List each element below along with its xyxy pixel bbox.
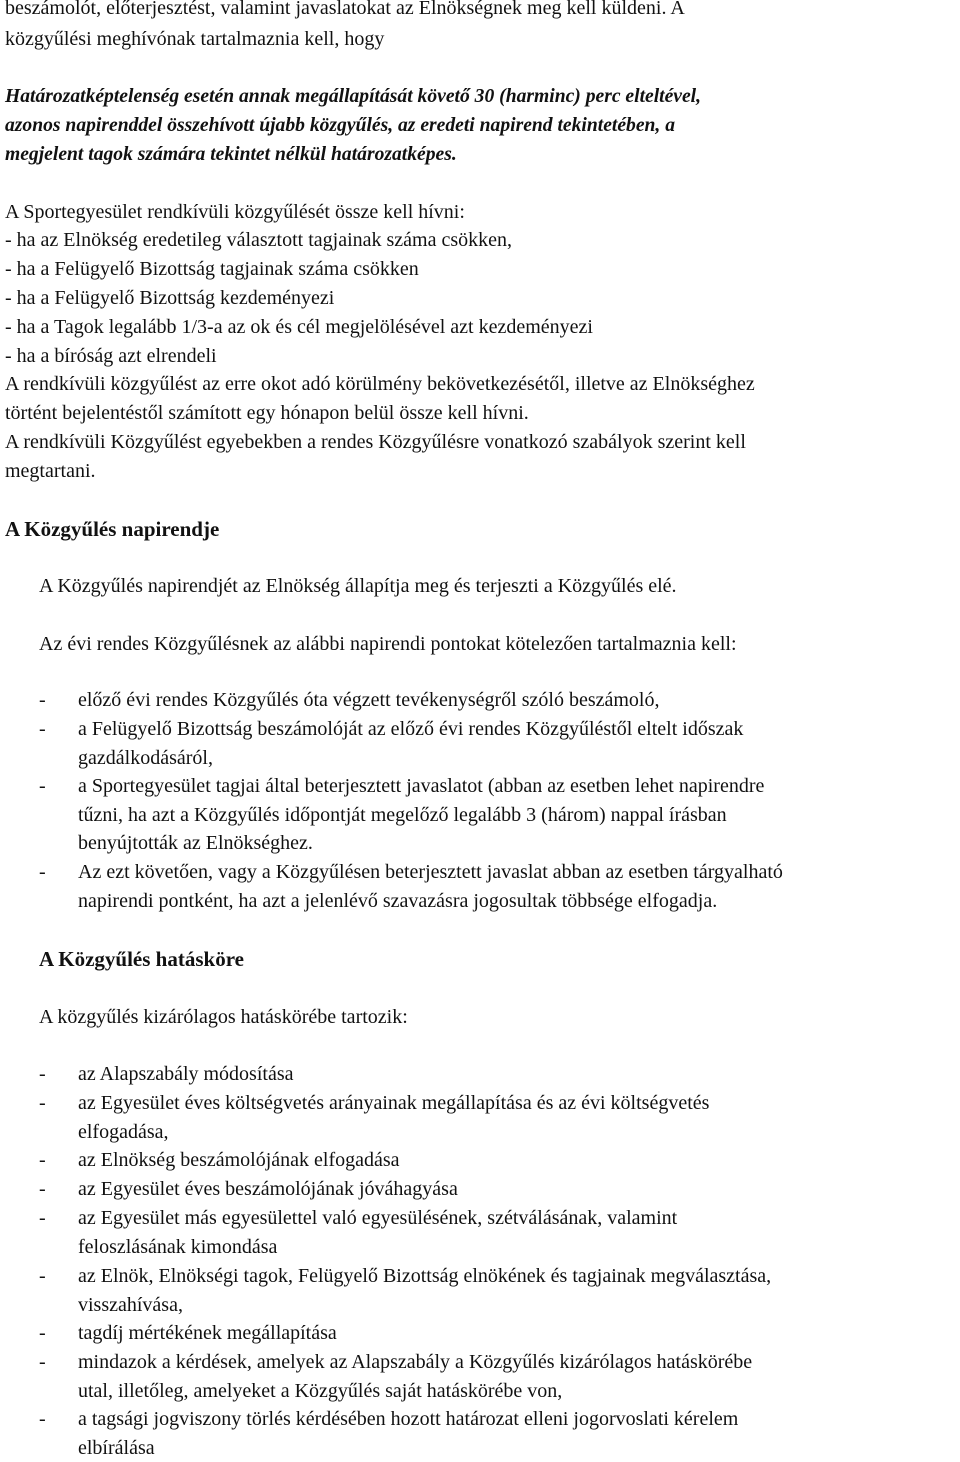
- extraordinary-line: - ha a Felügyelő Bizottság tagjainak száma csökken: [5, 258, 419, 280]
- list-dash: -: [39, 1322, 46, 1344]
- agenda-paragraph-2: Az évi rendes Közgyűlésnek az alábbi napirendi pontokat kötelezően tartalmaznia kell:: [39, 633, 737, 655]
- extraordinary-line: A Sportegyesület rendkívüli közgyűlését össze kell hívni:: [5, 201, 465, 223]
- list-dash: -: [39, 1149, 46, 1171]
- powers-list-item: - tagdíj mértékének megállapítása: [39, 1319, 959, 1348]
- extraordinary-line: - ha a Tagok legalább 1/3-a az ok és cél megjelölésével azt kezdeményezi: [5, 316, 593, 338]
- list-dash: -: [39, 689, 46, 711]
- quorum-line-1: Határozatképtelenség esetén annak megállapítását követő 30 (harminc) perc elteltével,: [5, 86, 702, 107]
- powers-paragraph: A közgyűlés kizárólagos hatáskörébe tartozik:: [39, 1006, 408, 1028]
- powers-list-item: - az Elnökség beszámolójának elfogadása: [39, 1146, 959, 1175]
- list-dash: -: [39, 1092, 46, 1114]
- agenda-heading: A Közgyűlés napirendje: [5, 517, 220, 541]
- powers-list-item: - az Egyesület más egyesülettel való egyesülésének, szétválásának, valamint feloszlásának kimondása: [39, 1204, 959, 1261]
- list-dash: -: [39, 1265, 46, 1287]
- powers-list-item: - az Egyesület éves beszámolójának jóváhagyása: [39, 1175, 959, 1204]
- agenda-paragraph-1: A Közgyűlés napirendjét az Elnökség állapítja meg és terjeszti a Közgyűlés elé.: [39, 575, 677, 597]
- powers-list-item: - mindazok a kérdések, amelyek az Alapszabály a Közgyűlés kizárólagos hatáskörébe utal, illetőleg, amelyeket a Közgyűlés saját hatáskörébe von,: [39, 1348, 959, 1405]
- powers-list-item: - az Egyesület éves költségvetés arányainak megállapítása és az évi költségvetés elfogadása,: [39, 1089, 959, 1146]
- intro-line-1: beszámolót, előterjesztést, valamint javaslatokat az Elnökségnek meg kell küldeni. A: [5, 0, 685, 19]
- extraordinary-line: - ha a bíróság azt elrendeli: [5, 345, 217, 367]
- extraordinary-line: - ha az Elnökség eredetileg választott tagjainak száma csökken,: [5, 229, 513, 251]
- agenda-list-item: - Az ezt követően, vagy a Közgyűlésen beterjesztett javaslat abban az esetben tárgyalható napirendi pontként, ha azt a jelenlévő szavazásra jogosultak többsége elfogadja.: [39, 858, 959, 915]
- intro-line-2: közgyűlési meghívónak tartalmaznia kell, hogy: [5, 28, 385, 50]
- agenda-list-item: - előző évi rendes Közgyűlés óta végzett tevékenységről szóló beszámoló,: [39, 686, 959, 715]
- list-dash: -: [39, 1207, 46, 1229]
- list-dash: -: [39, 718, 46, 740]
- extraordinary-line: A rendkívüli Közgyűlést egyebekben a rendes Közgyűlésre vonatkozó szabályok szerint kell: [5, 431, 746, 453]
- extraordinary-line: megtartani.: [5, 460, 96, 482]
- extraordinary-line: történt bejelentéstől számított egy hónapon belül össze kell hívni.: [5, 402, 529, 424]
- powers-list-item: - a tagsági jogviszony törlés kérdésében hozott határozat elleni jogorvoslati kérelem elbírálása: [39, 1405, 959, 1462]
- powers-heading: A Közgyűlés hatásköre: [39, 947, 244, 971]
- list-dash: -: [39, 775, 46, 797]
- list-dash: -: [39, 861, 46, 883]
- list-dash: -: [39, 1351, 46, 1373]
- extraordinary-line: - ha a Felügyelő Bizottság kezdeményezi: [5, 287, 335, 309]
- quorum-line-3: megjelent tagok számára tekintet nélkül határozatképes.: [5, 144, 457, 165]
- extraordinary-line: A rendkívüli közgyűlést az erre okot adó körülmény bekövetkezésétől, illetve az Elnökséghez: [5, 373, 755, 395]
- agenda-list-item: - a Sportegyesület tagjai által beterjesztett javaslatot (abban az esetben lehet napirendre tűzni, ha azt a Közgyűlés időpontját megelőző legalább 3 (három) nappal írásban benyújtották az Elnökséghez.: [39, 772, 959, 858]
- agenda-list-item: - a Felügyelő Bizottság beszámolóját az előző évi rendes Közgyűléstől eltelt időszak gazdálkodásáról,: [39, 715, 959, 772]
- list-dash: -: [39, 1063, 46, 1085]
- powers-list-item: - az Alapszabály módosítása: [39, 1060, 959, 1089]
- list-dash: -: [39, 1408, 46, 1430]
- quorum-line-2: azonos napirenddel összehívott újabb közgyűlés, az eredeti napirend tekintetében, a: [5, 115, 676, 136]
- list-dash: -: [39, 1178, 46, 1200]
- powers-list-item: - az Elnök, Elnökségi tagok, Felügyelő Bizottság elnökének és tagjainak megválasztása, visszahívása,: [39, 1262, 959, 1319]
